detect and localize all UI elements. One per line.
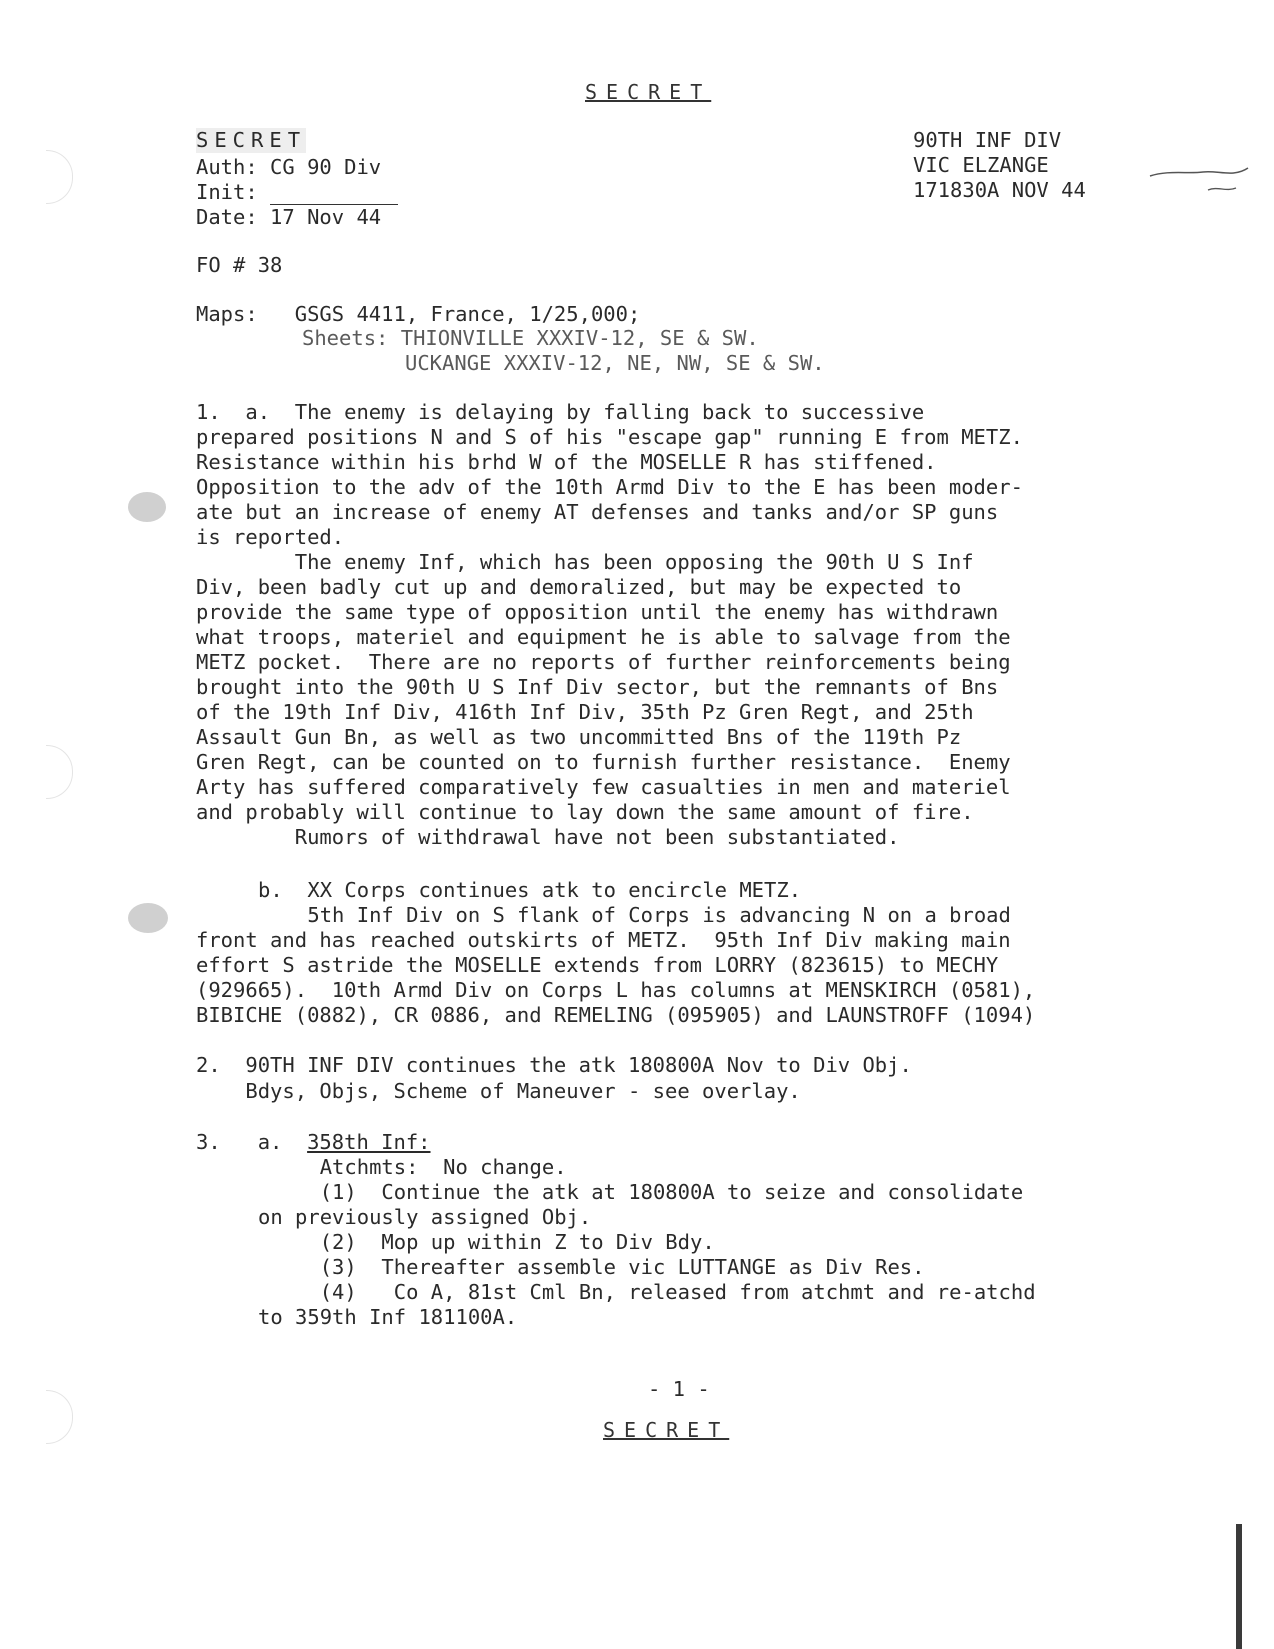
para-3-number: 3. a. [196, 1130, 283, 1154]
para-2-line: Bdys, Objs, Scheme of Maneuver - see overlay. [196, 1079, 801, 1103]
para-1a-line: The enemy Inf, which has been opposing the 90th U S Inf [196, 550, 974, 574]
sheets-line: Sheets: THIONVILLE XXXIV-12, SE & SW. [302, 326, 759, 350]
para-1a-line: brought into the 90th U S Inf Div sector, but the remnants of Bns [196, 675, 999, 699]
para-3-heading [196, 1130, 431, 1155]
para-1b-line: 5th Inf Div on S flank of Corps is advancing N on a broad [258, 903, 1011, 927]
para-1a-line: ate but an increase of enemy AT defenses and tanks and/or SP guns [196, 500, 999, 524]
para-1a-line: Assault Gun Bn, as well as two uncommitted Bns of the 119th Pz [196, 725, 962, 749]
punch-hole-middle [46, 745, 73, 799]
classification-bottom: SECRET [603, 1418, 730, 1442]
ink-smudge [128, 492, 166, 522]
classification-top: SECRET [585, 80, 712, 104]
init-label: Init: [196, 180, 258, 204]
para-1a-line: Resistance within his brhd W of the MOSELLE R has stiffened. [196, 450, 937, 474]
sheets-line-2: UCKANGE XXXIV-12, NE, NW, SE & SW. [405, 351, 825, 375]
para-3-line: Atchmts: No change. [258, 1155, 567, 1179]
para-1a-line: what troops, materiel and equipment he is able to salvage from the [196, 625, 1011, 649]
para-1a-line: METZ pocket. There are no reports of further reinforcements being [196, 650, 1011, 674]
para-3-line: (3) Thereafter assemble vic LUTTANGE as Div Res. [258, 1255, 925, 1279]
date-line: Date: 17 Nov 44 [196, 205, 382, 229]
para-1a-line: Opposition to the adv of the 10th Armd Div to the E has been moder- [196, 475, 1023, 499]
para-1a-line: Rumors of withdrawal have not been substantiated. [196, 825, 900, 849]
para-1a-line: provide the same type of opposition until the enemy has withdrawn [196, 600, 999, 624]
para-1b-line: (929665). 10th Armd Div on Corps L has columns at MENSKIRCH (0581), [196, 978, 1036, 1002]
punch-hole-top [46, 150, 73, 204]
para-1a-line: is reported. [196, 525, 345, 549]
auth-line: Auth: CG 90 Div [196, 155, 382, 179]
init-line [196, 180, 398, 205]
para-1b-line: BIBICHE (0882), CR 0886, and REMELING (095905) and LAUNSTROFF (1094) [196, 1003, 1036, 1027]
para-3-title: 358th Inf: [307, 1130, 431, 1154]
para-1b-line: effort S astride the MOSELLE extends from LORRY (823615) to MECHY [196, 953, 999, 977]
page-number: - 1 - [648, 1377, 710, 1401]
para-3-line: (2) Mop up within Z to Div Bdy. [258, 1230, 715, 1254]
para-1a-line: of the 19th Inf Div, 416th Inf Div, 35th Pz Gren Regt, and 25th [196, 700, 974, 724]
para-3-line: to 359th Inf 181100A. [258, 1305, 518, 1329]
para-1a-line: Div, been badly cut up and demoralized, but may be expected to [196, 575, 962, 599]
auth-classification: SECRET [196, 128, 307, 152]
initials-signature [1148, 160, 1258, 200]
dtg-header: 171830A NOV 44 [913, 178, 1086, 202]
para-1a-line: prepared positions N and S of his "escape gap" running E from METZ. [196, 425, 1023, 449]
unit-header: 90TH INF DIV [913, 128, 1062, 152]
ink-smudge [128, 903, 168, 933]
para-2-line: 2. 90TH INF DIV continues the atk 180800A Nov to Div Obj. [196, 1053, 912, 1077]
punch-hole-bottom [46, 1390, 73, 1444]
para-1b-line: front and has reached outskirts of METZ. 95th Inf Div making main [196, 928, 1011, 952]
para-3-line: on previously assigned Obj. [258, 1205, 592, 1229]
order-number: FO # 38 [196, 253, 283, 277]
para-1b-line: b. XX Corps continues atk to encircle METZ. [258, 878, 802, 902]
para-1a-line: Arty has suffered comparatively few casualties in men and materiel [196, 775, 1011, 799]
para-1a-line: and probably will continue to lay down the same amount of fire. [196, 800, 974, 824]
para-3-line: (1) Continue the atk at 180800A to seize and consolidate [258, 1180, 1024, 1204]
init-blank [270, 186, 398, 205]
para-3-line: (4) Co A, 81st Cml Bn, released from atchmt and re-atchd [258, 1280, 1036, 1304]
maps-line: Maps: GSGS 4411, France, 1/25,000; [196, 302, 641, 326]
location-header: VIC ELZANGE [913, 153, 1049, 177]
para-1a-line: 1. a. The enemy is delaying by falling back to successive [196, 400, 925, 424]
para-1a-line: Gren Regt, can be counted on to furnish further resistance. Enemy [196, 750, 1011, 774]
scan-edge-mark [1236, 1524, 1242, 1649]
